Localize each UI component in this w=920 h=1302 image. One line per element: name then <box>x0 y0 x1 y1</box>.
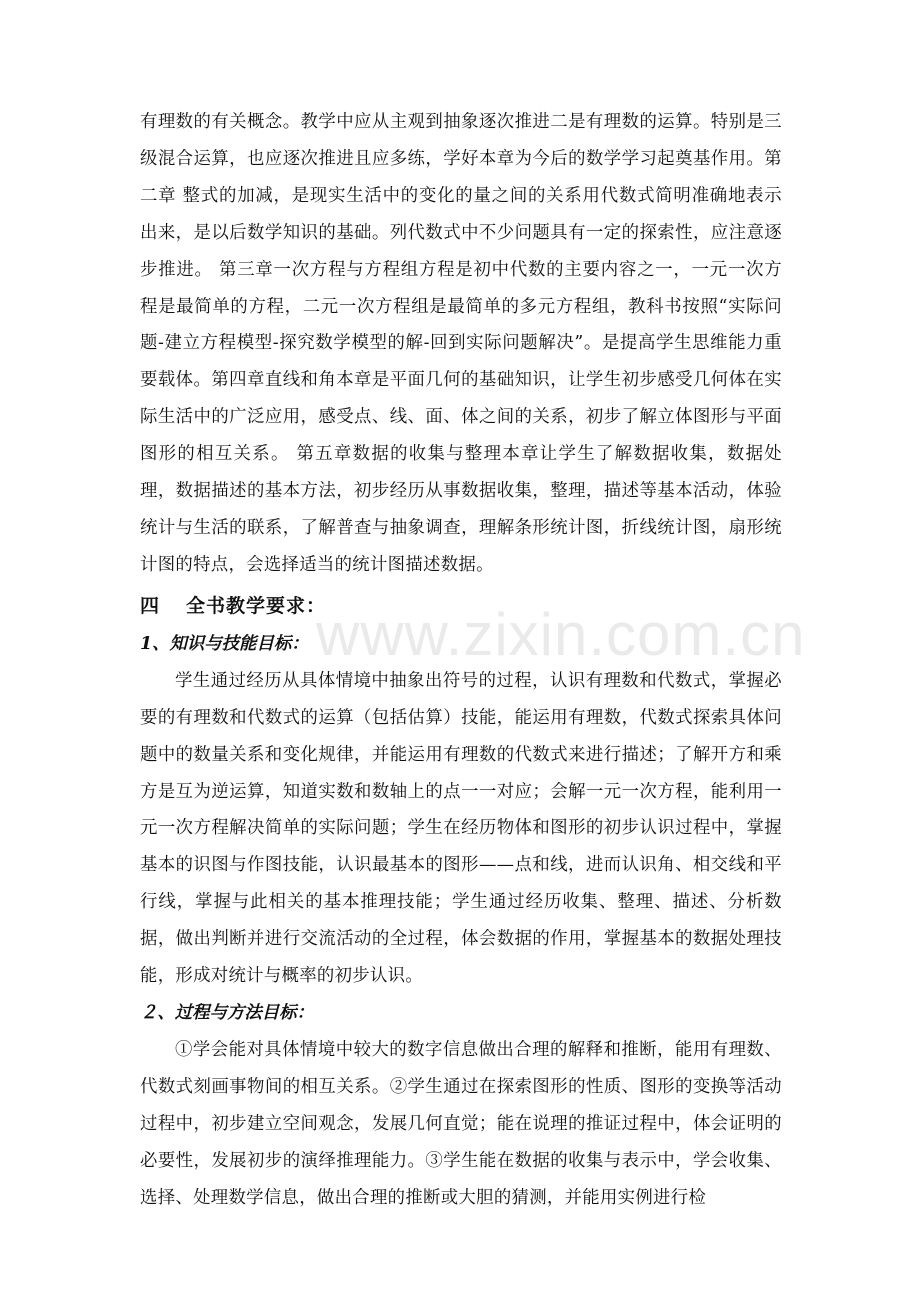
subsection-1-body: 学生通过经历从具体情境中抽象出符号的过程，认识有理数和代数式，掌握必要的有理数和代数式的运算（包括估算）技能，能运用有理数，代数式探索具体问题中的数量关系和变化规律，并能运用有理数的代数式来进行描述；了解开方和乘方是互为逆运算，知道实数和数轴上的点一一对应；会解一元一次方程，能利用一元一次方程解决简单的实际问题；学生在经历物体和图形的初步认识过程中，掌握基本的识图与作图技能，认识最基本的图形——点和线，进而认识角、相交线和平行线，掌握与此相关的基本推理技能；学生通过经历收集、整理、描述、分析数据，做出判断并进行交流活动的全过程，体会数据的作用，掌握基本的数据处理技能，形成对统计与概率的初步认识。 <box>140 670 782 987</box>
section-number: 四 <box>140 594 161 617</box>
section-heading <box>140 586 782 626</box>
subsection-1-title: 1、知识与技能目标： <box>140 633 309 654</box>
intro-paragraph: 有理数的有关概念。教学中应从主观到抽象逐次推进二是有理数的运算。特别是三级混合运算，也应逐次推进且应多练，学好本章为今后的数学学习起奠基作用。第二章 整式的加减，是现实生活中的变化的量之间的关系用代数式简明准确地表示出来，是以后数学知识的基础。列代数式中不少问题具有一定的探索性，应注意逐步推进。 第三章一次方程与方程组方程是初中代数的主要内容之一，一元一次方程是最简单的方程，二元一次方程组是最简单的多元方程组，教科书按照“实际问题-建立方程模型-探究数学模型的解-回到实际问题解决”。是提高学生思维能力重要载体。第四章直线和角本章是平面几何的基础知识，让学生初步感受几何体在实际生活中的广泛应用，感受点、线、面、体之间的关系，初步了解立体图形与平面图形的相互关系。 第五章数据的收集与整理本章让学生了解数据收集，数据处理，数据描述的基本方法，初步经历从事数据收集，整理，描述等基本活动，体验统计与生活的联系，了解普查与抽象调查，理解条形统计图，折线统计图，扇形统计图的特点，会选择适当的统计图描述数据。 <box>140 112 782 575</box>
section-title: 全书教学要求： <box>186 594 327 617</box>
watermark: www.zixin.com.cn <box>316 601 806 668</box>
subsection-2-title: ２、过程与方法目标： <box>140 1002 314 1023</box>
subsection-2-body: ①学会能对具体情境中较大的数字信息做出合理的解释和推断，能用有理数、代数式刻画事物间的相互关系。②学生通过在探索图形的性质、图形的变换等活动过程中，初步建立空间观念，发展几何直觉；能在说理的推证过程中，体会证明的必要性，发展初步的演绎推理能力。③学生能在数据的收集与表示中，学会收集、选择、处理数学信息，做出合理的推断或大胆的猜测，并能用实例进行检 <box>140 1039 782 1208</box>
document-page <box>140 104 782 1216</box>
